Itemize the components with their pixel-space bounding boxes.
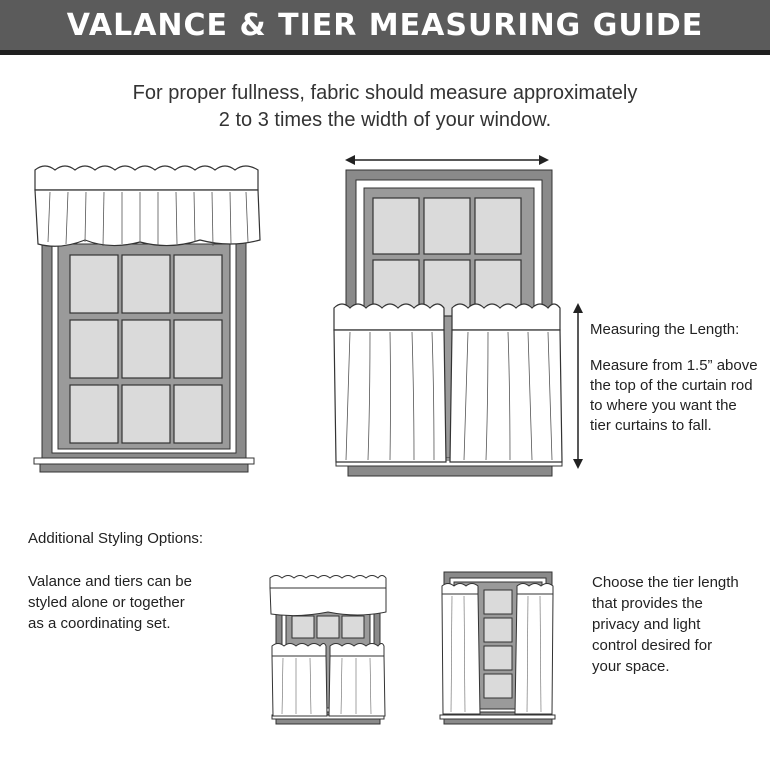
intro-line: 2 to 3 times the width of your window. xyxy=(218,109,552,131)
width-arrow-icon xyxy=(345,152,549,168)
length-line: to where you want the xyxy=(590,397,737,414)
tier-choice-line: that provides the xyxy=(592,595,703,612)
styling-text xyxy=(28,571,192,634)
intro-line: For proper fullness, fabric should measure approximately xyxy=(132,82,638,104)
styling-line: Valance and tiers can be xyxy=(28,573,192,590)
tier-choice-line: control desired for xyxy=(592,637,713,654)
tier-window-illustration xyxy=(328,170,568,485)
page-title: VALANCE & TIER MEASURING GUIDE xyxy=(66,7,704,43)
header-banner xyxy=(0,0,770,50)
tier-choice-text xyxy=(592,572,739,677)
length-text xyxy=(590,356,770,436)
styling-line: styled alone or together xyxy=(28,594,185,611)
length-arrow-icon xyxy=(570,303,586,469)
header-rule xyxy=(0,50,770,55)
tier-choice-line: your space. xyxy=(592,658,670,675)
length-instructions xyxy=(590,320,770,436)
intro-text xyxy=(0,80,770,134)
styling-heading: Additional Styling Options: xyxy=(28,530,204,547)
long-tier-illustration xyxy=(440,572,555,724)
styling-line: as a coordinating set. xyxy=(28,615,171,632)
valance-window-illustration xyxy=(30,160,270,480)
length-heading: Measuring the Length: xyxy=(590,321,740,338)
length-line: tier curtains to fall. xyxy=(590,417,712,434)
length-line: Measure from 1.5” above xyxy=(590,357,758,374)
length-line: the top of the curtain rod xyxy=(590,377,753,394)
tier-choice-line: privacy and light xyxy=(592,616,701,633)
combo-set-illustration xyxy=(268,570,388,726)
tier-choice-line: Choose the tier length xyxy=(592,574,739,591)
